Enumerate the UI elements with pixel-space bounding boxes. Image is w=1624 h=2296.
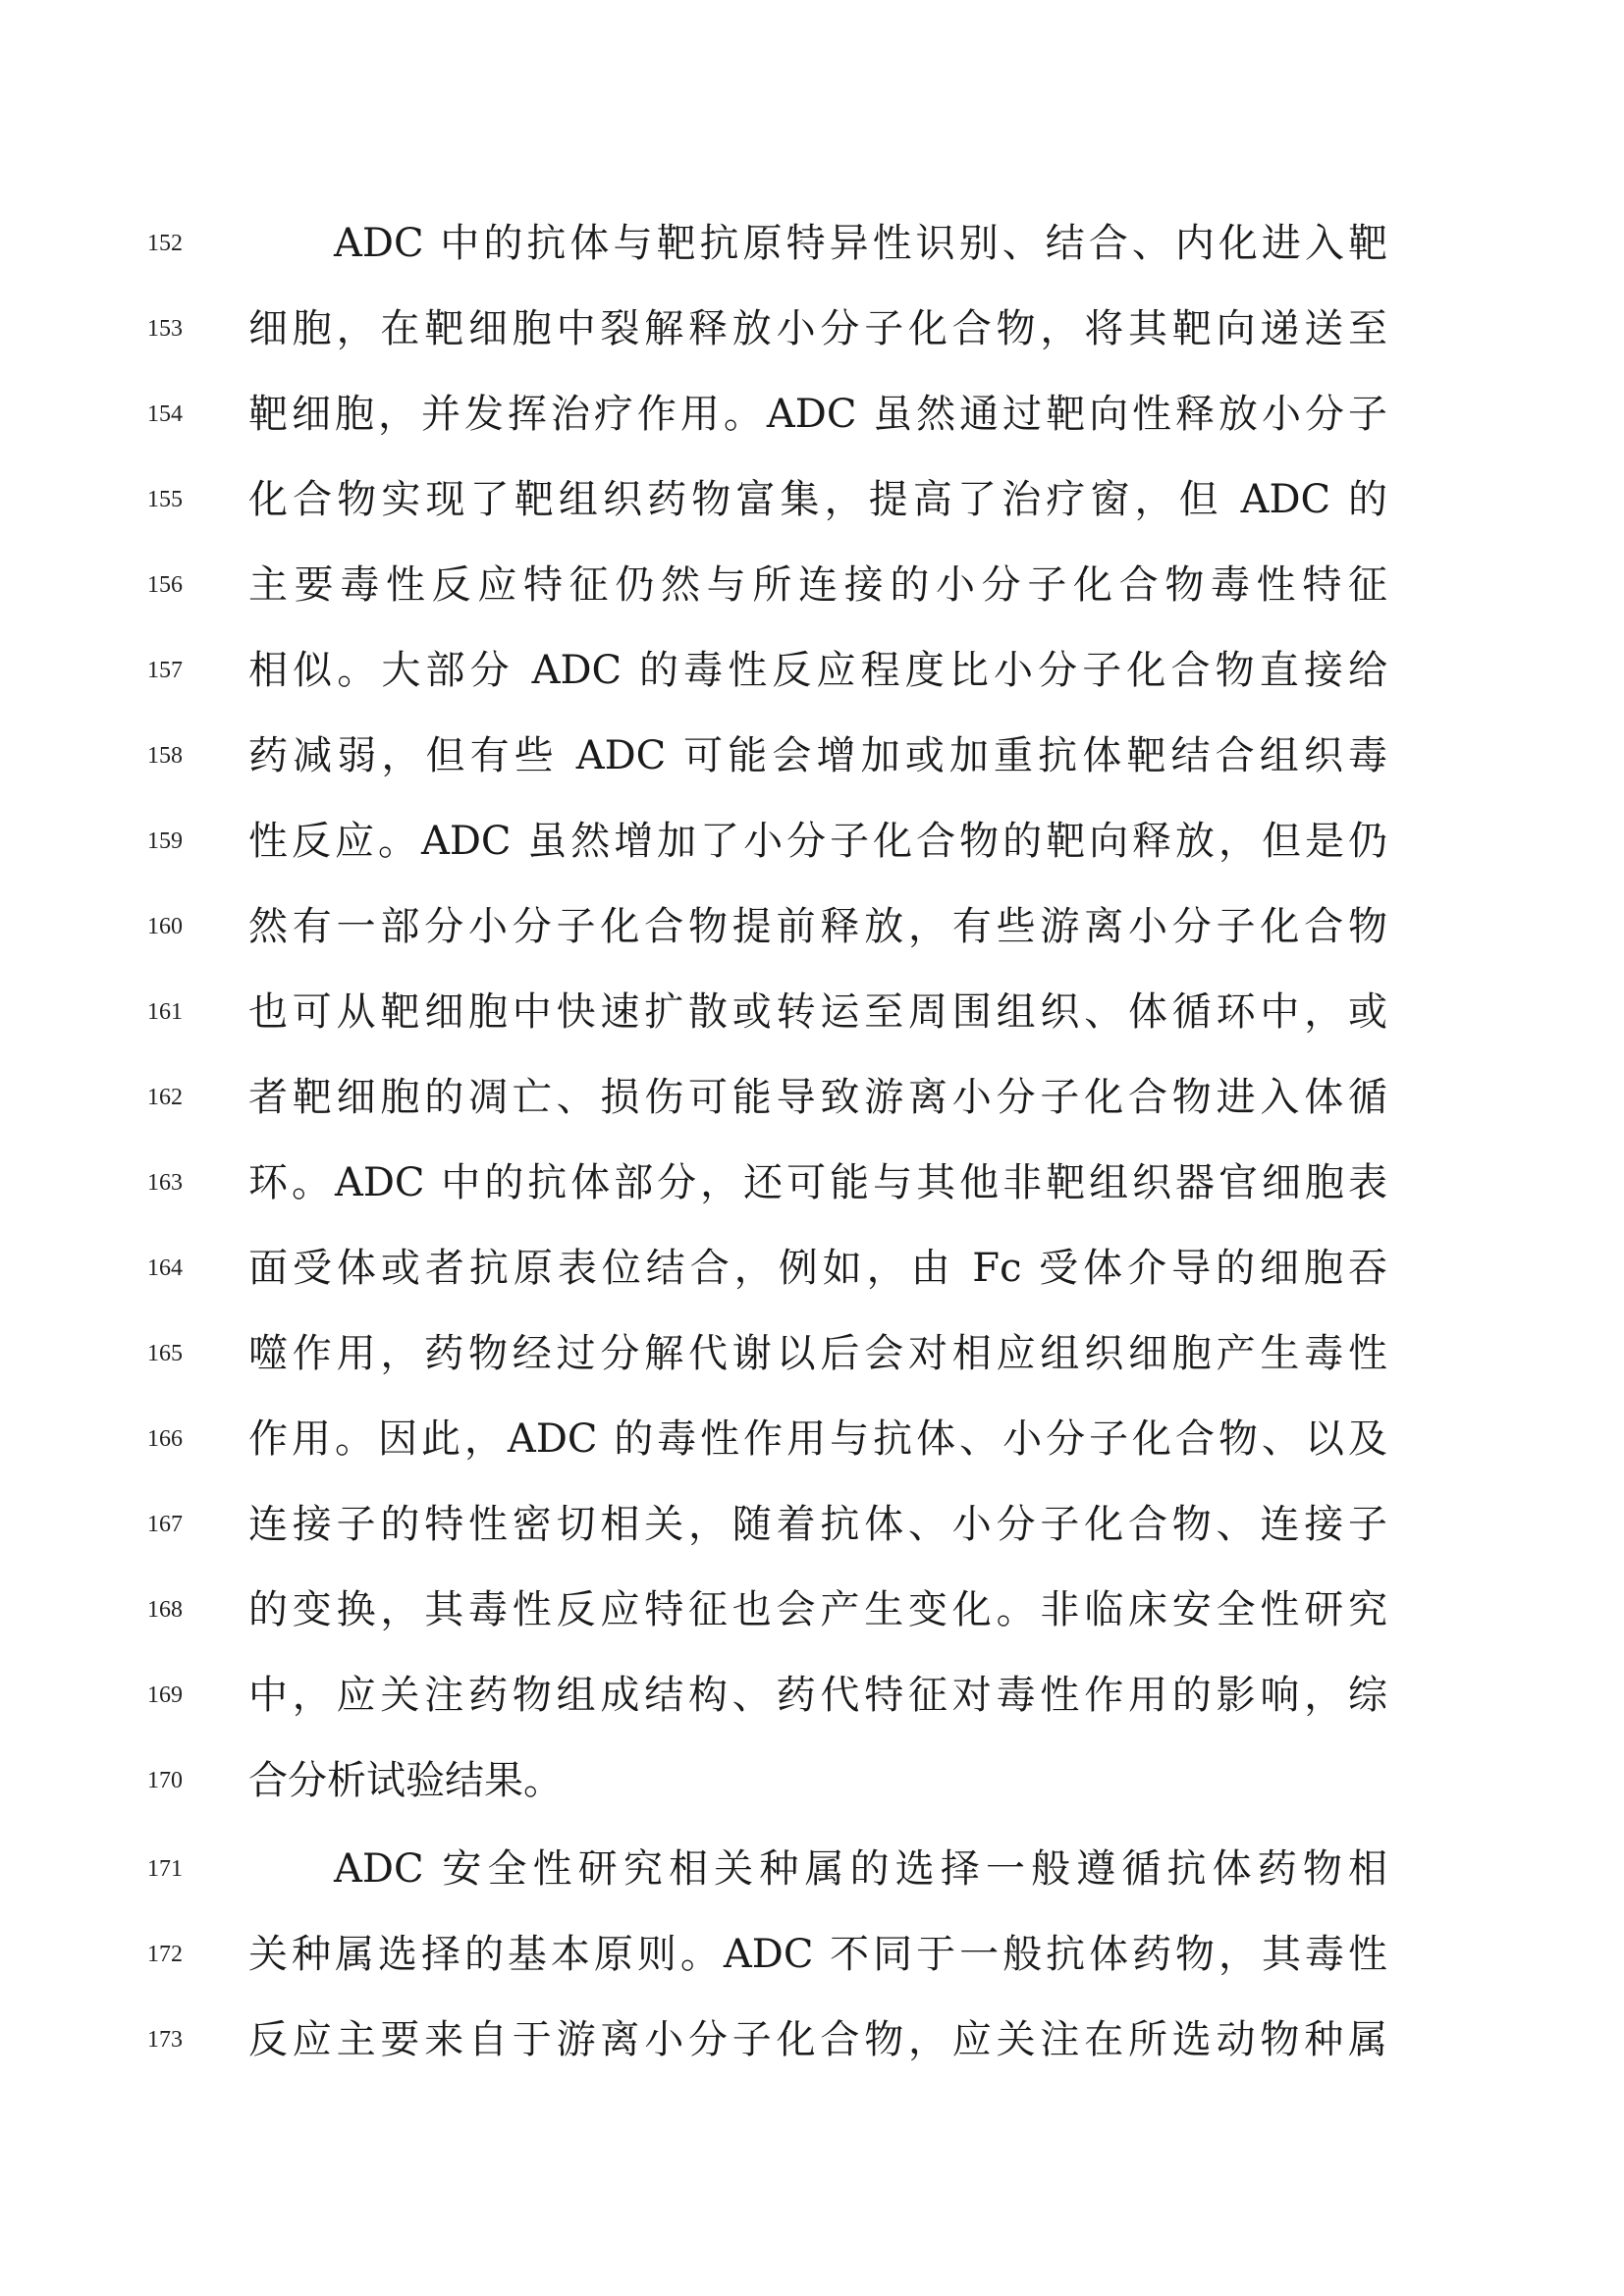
text-line xyxy=(0,884,1624,970)
line-number: 153 xyxy=(147,316,183,342)
text-line xyxy=(0,628,1624,714)
line-text: 主要毒性反应特征仍然与所连接的小分子化合物毒性特征 xyxy=(248,562,1387,608)
line-text: 细胞，在靶细胞中裂解释放小分子化合物，将其靶向递送至 xyxy=(248,306,1387,351)
text-line xyxy=(0,1397,1624,1482)
text-line xyxy=(0,1653,1624,1738)
text-line xyxy=(0,714,1624,799)
text-line xyxy=(0,1827,1624,1912)
text-line xyxy=(0,201,1624,287)
line-text: 反应主要来自于游离小分子化合物，应关注在所选动物种属 xyxy=(248,2017,1387,2062)
text-line xyxy=(0,970,1624,1055)
text-line xyxy=(0,1998,1624,2083)
line-number: 169 xyxy=(147,1682,183,1708)
line-number: 157 xyxy=(147,658,183,683)
line-text: 药减弱，但有些 ADC 可能会增加或加重抗体靶结合组织毒 xyxy=(248,733,1387,778)
line-text: 环。ADC 中的抗体部分，还可能与其他非靶组织器官细胞表 xyxy=(248,1160,1387,1205)
line-number: 158 xyxy=(147,743,183,769)
line-number: 155 xyxy=(147,487,183,512)
line-text: ADC 中的抗体与靶抗原特异性识别、结合、内化进入靶 xyxy=(334,221,1387,266)
text-line xyxy=(0,543,1624,628)
line-number: 168 xyxy=(147,1597,183,1623)
text-line xyxy=(0,799,1624,884)
line-text: 合分析试验结果。 xyxy=(248,1758,563,1803)
text-line xyxy=(0,457,1624,543)
line-text: 面受体或者抗原表位结合，例如，由 Fc 受体介导的细胞吞 xyxy=(248,1246,1387,1291)
line-text: 连接子的特性密切相关，随着抗体、小分子化合物、连接子 xyxy=(248,1502,1387,1547)
line-number: 161 xyxy=(147,999,183,1025)
text-line xyxy=(0,287,1624,372)
line-text: 靶细胞，并发挥治疗作用。ADC 虽然通过靶向性释放小分子 xyxy=(248,392,1387,437)
line-number: 152 xyxy=(147,231,183,256)
line-number: 164 xyxy=(147,1255,183,1281)
text-line xyxy=(0,1912,1624,1998)
line-text: 作用。因此，ADC 的毒性作用与抗体、小分子化合物、以及 xyxy=(248,1416,1387,1462)
line-number: 171 xyxy=(147,1856,183,1882)
line-number: 156 xyxy=(147,572,183,598)
line-number: 162 xyxy=(147,1085,183,1110)
text-line xyxy=(0,1226,1624,1311)
text-line xyxy=(0,1568,1624,1653)
line-text: 相似。大部分 ADC 的毒性反应程度比小分子化合物直接给 xyxy=(248,648,1387,693)
text-line xyxy=(0,1055,1624,1141)
line-text: 者靶细胞的凋亡、损伤可能导致游离小分子化合物进入体循 xyxy=(248,1075,1387,1120)
line-number: 163 xyxy=(147,1170,183,1196)
line-text: 然有一部分小分子化合物提前释放，有些游离小分子化合物 xyxy=(248,904,1387,949)
line-number: 159 xyxy=(147,828,183,854)
line-text: 关种属选择的基本原则。ADC 不同于一般抗体药物，其毒性 xyxy=(248,1932,1387,1977)
line-text: 的变换，其毒性反应特征也会产生变化。非临床安全性研究 xyxy=(248,1587,1387,1632)
line-number: 172 xyxy=(147,1942,183,1967)
line-number: 160 xyxy=(147,914,183,939)
text-line xyxy=(0,1482,1624,1568)
line-text: 也可从靶细胞中快速扩散或转运至周围组织、体循环中，或 xyxy=(248,989,1387,1035)
line-number: 166 xyxy=(147,1426,183,1452)
line-number: 165 xyxy=(147,1341,183,1366)
line-text: 性反应。ADC 虽然增加了小分子化合物的靶向释放，但是仍 xyxy=(248,819,1387,864)
text-line xyxy=(0,372,1624,457)
line-number: 173 xyxy=(147,2027,183,2053)
text-line xyxy=(0,1311,1624,1397)
line-number: 170 xyxy=(147,1768,183,1793)
line-text: 中，应关注药物组成结构、药代特征对毒性作用的影响，综 xyxy=(248,1673,1387,1718)
line-text: 噬作用，药物经过分解代谢以后会对相应组织细胞产生毒性 xyxy=(248,1331,1387,1376)
text-line xyxy=(0,1738,1624,1824)
line-text: 化合物实现了靶组织药物富集，提高了治疗窗，但 ADC 的 xyxy=(248,477,1387,522)
line-number: 154 xyxy=(147,401,183,427)
line-text: ADC 安全性研究相关种属的选择一般遵循抗体药物相 xyxy=(334,1846,1387,1892)
line-number: 167 xyxy=(147,1512,183,1537)
text-line xyxy=(0,1141,1624,1226)
